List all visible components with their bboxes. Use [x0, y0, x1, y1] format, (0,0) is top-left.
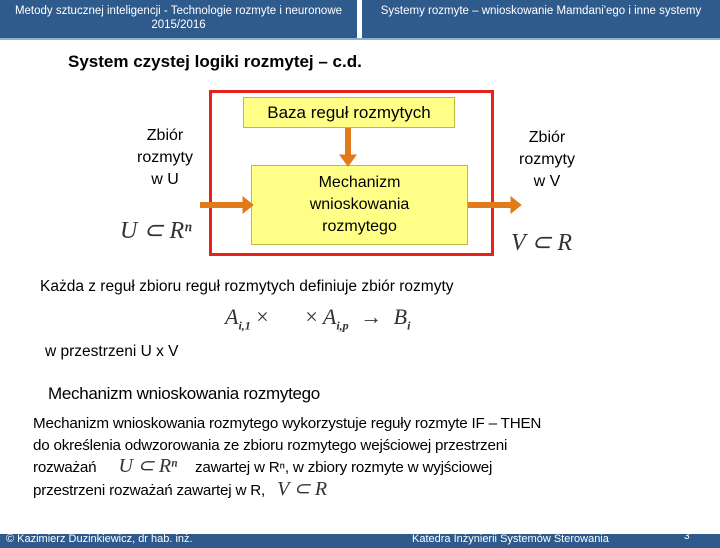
formula-times-2: ×	[305, 304, 318, 329]
rule-definition-text: Każda z reguł zbioru reguł rozmytych definiuje zbiór rozmyty	[40, 278, 454, 295]
input-arrow-head	[243, 197, 253, 213]
footer-department: Katedra Inżynierii Systemów Sterowania	[412, 533, 609, 545]
mechanism-line-3: rozmytego	[322, 218, 397, 235]
output-set-line-2: rozmyty	[519, 151, 575, 168]
mechanism-paragraph	[33, 413, 713, 501]
output-arrow-head	[511, 197, 521, 213]
header-left: Metody sztucznej inteligencji - Technologie rozmyte i neuronowe 2015/2016	[0, 0, 357, 38]
page-number: 3	[684, 531, 690, 542]
output-set-line-3: w V	[533, 173, 561, 190]
output-set-line-1: Zbiór	[528, 129, 566, 146]
output-space-formula: V ⊂ R	[511, 230, 572, 256]
input-space-formula: U ⊂ Rⁿ	[120, 218, 192, 244]
rule-relation-formula	[225, 304, 410, 333]
input-set-line-2: rozmyty	[137, 149, 193, 166]
paragraph-line-3-b: zawartej w Rⁿ, w zbiory rozmyte w wyjściowej	[195, 459, 493, 476]
formula-ap: A	[322, 304, 337, 329]
input-set-line-1: Zbiór	[146, 127, 184, 144]
rule-base-box: Baza reguł rozmytych	[243, 97, 455, 128]
input-set-line-3: w U	[151, 171, 179, 188]
paragraph-input-formula: U ⊂ Rⁿ	[118, 455, 177, 477]
paragraph-line-4	[33, 479, 713, 502]
slide-title: System czystej logiki rozmytej – c.d.	[68, 52, 362, 71]
footer-bar	[0, 531, 720, 548]
mechanism-line-2: wnioskowania	[309, 196, 410, 213]
formula-b-sub: i	[407, 318, 411, 333]
paragraph-line-3-a: rozważań	[33, 459, 97, 476]
section-heading: Mechanizm wnioskowania rozmytego	[48, 384, 320, 403]
formula-arrow: →	[360, 304, 383, 329]
footer-author: © Kazimierz Duzinkiewicz, dr hab. inż.	[6, 533, 193, 545]
formula-b: B	[393, 304, 408, 329]
paragraph-output-formula: V ⊂ R	[277, 477, 327, 500]
paragraph-line-4-a: przestrzeni rozważań zawartej w R,	[33, 481, 266, 499]
product-space-text: w przestrzeni U x V	[45, 343, 179, 360]
formula-ap-sub: i,p	[336, 318, 349, 333]
header-right: Systemy rozmyte – wnioskowanie Mamdani'ego i inne systemy	[362, 0, 720, 38]
formula-a1-sub: i,1	[238, 318, 251, 333]
rule-arrow-head	[340, 155, 356, 166]
mechanism-line-1: Mechanizm	[318, 174, 401, 191]
paragraph-line-2: do określenia odwzorowania ze zbioru rozmytego wejściowej przestrzeni	[33, 436, 508, 454]
paragraph-line-3	[33, 456, 713, 479]
formula-times-1: ×⃞	[256, 304, 286, 329]
paragraph-line-1: Mechanizm wnioskowania rozmytego wykorzystuje reguły rozmyte IF – THEN	[33, 415, 542, 432]
formula-a1: A	[225, 304, 239, 329]
